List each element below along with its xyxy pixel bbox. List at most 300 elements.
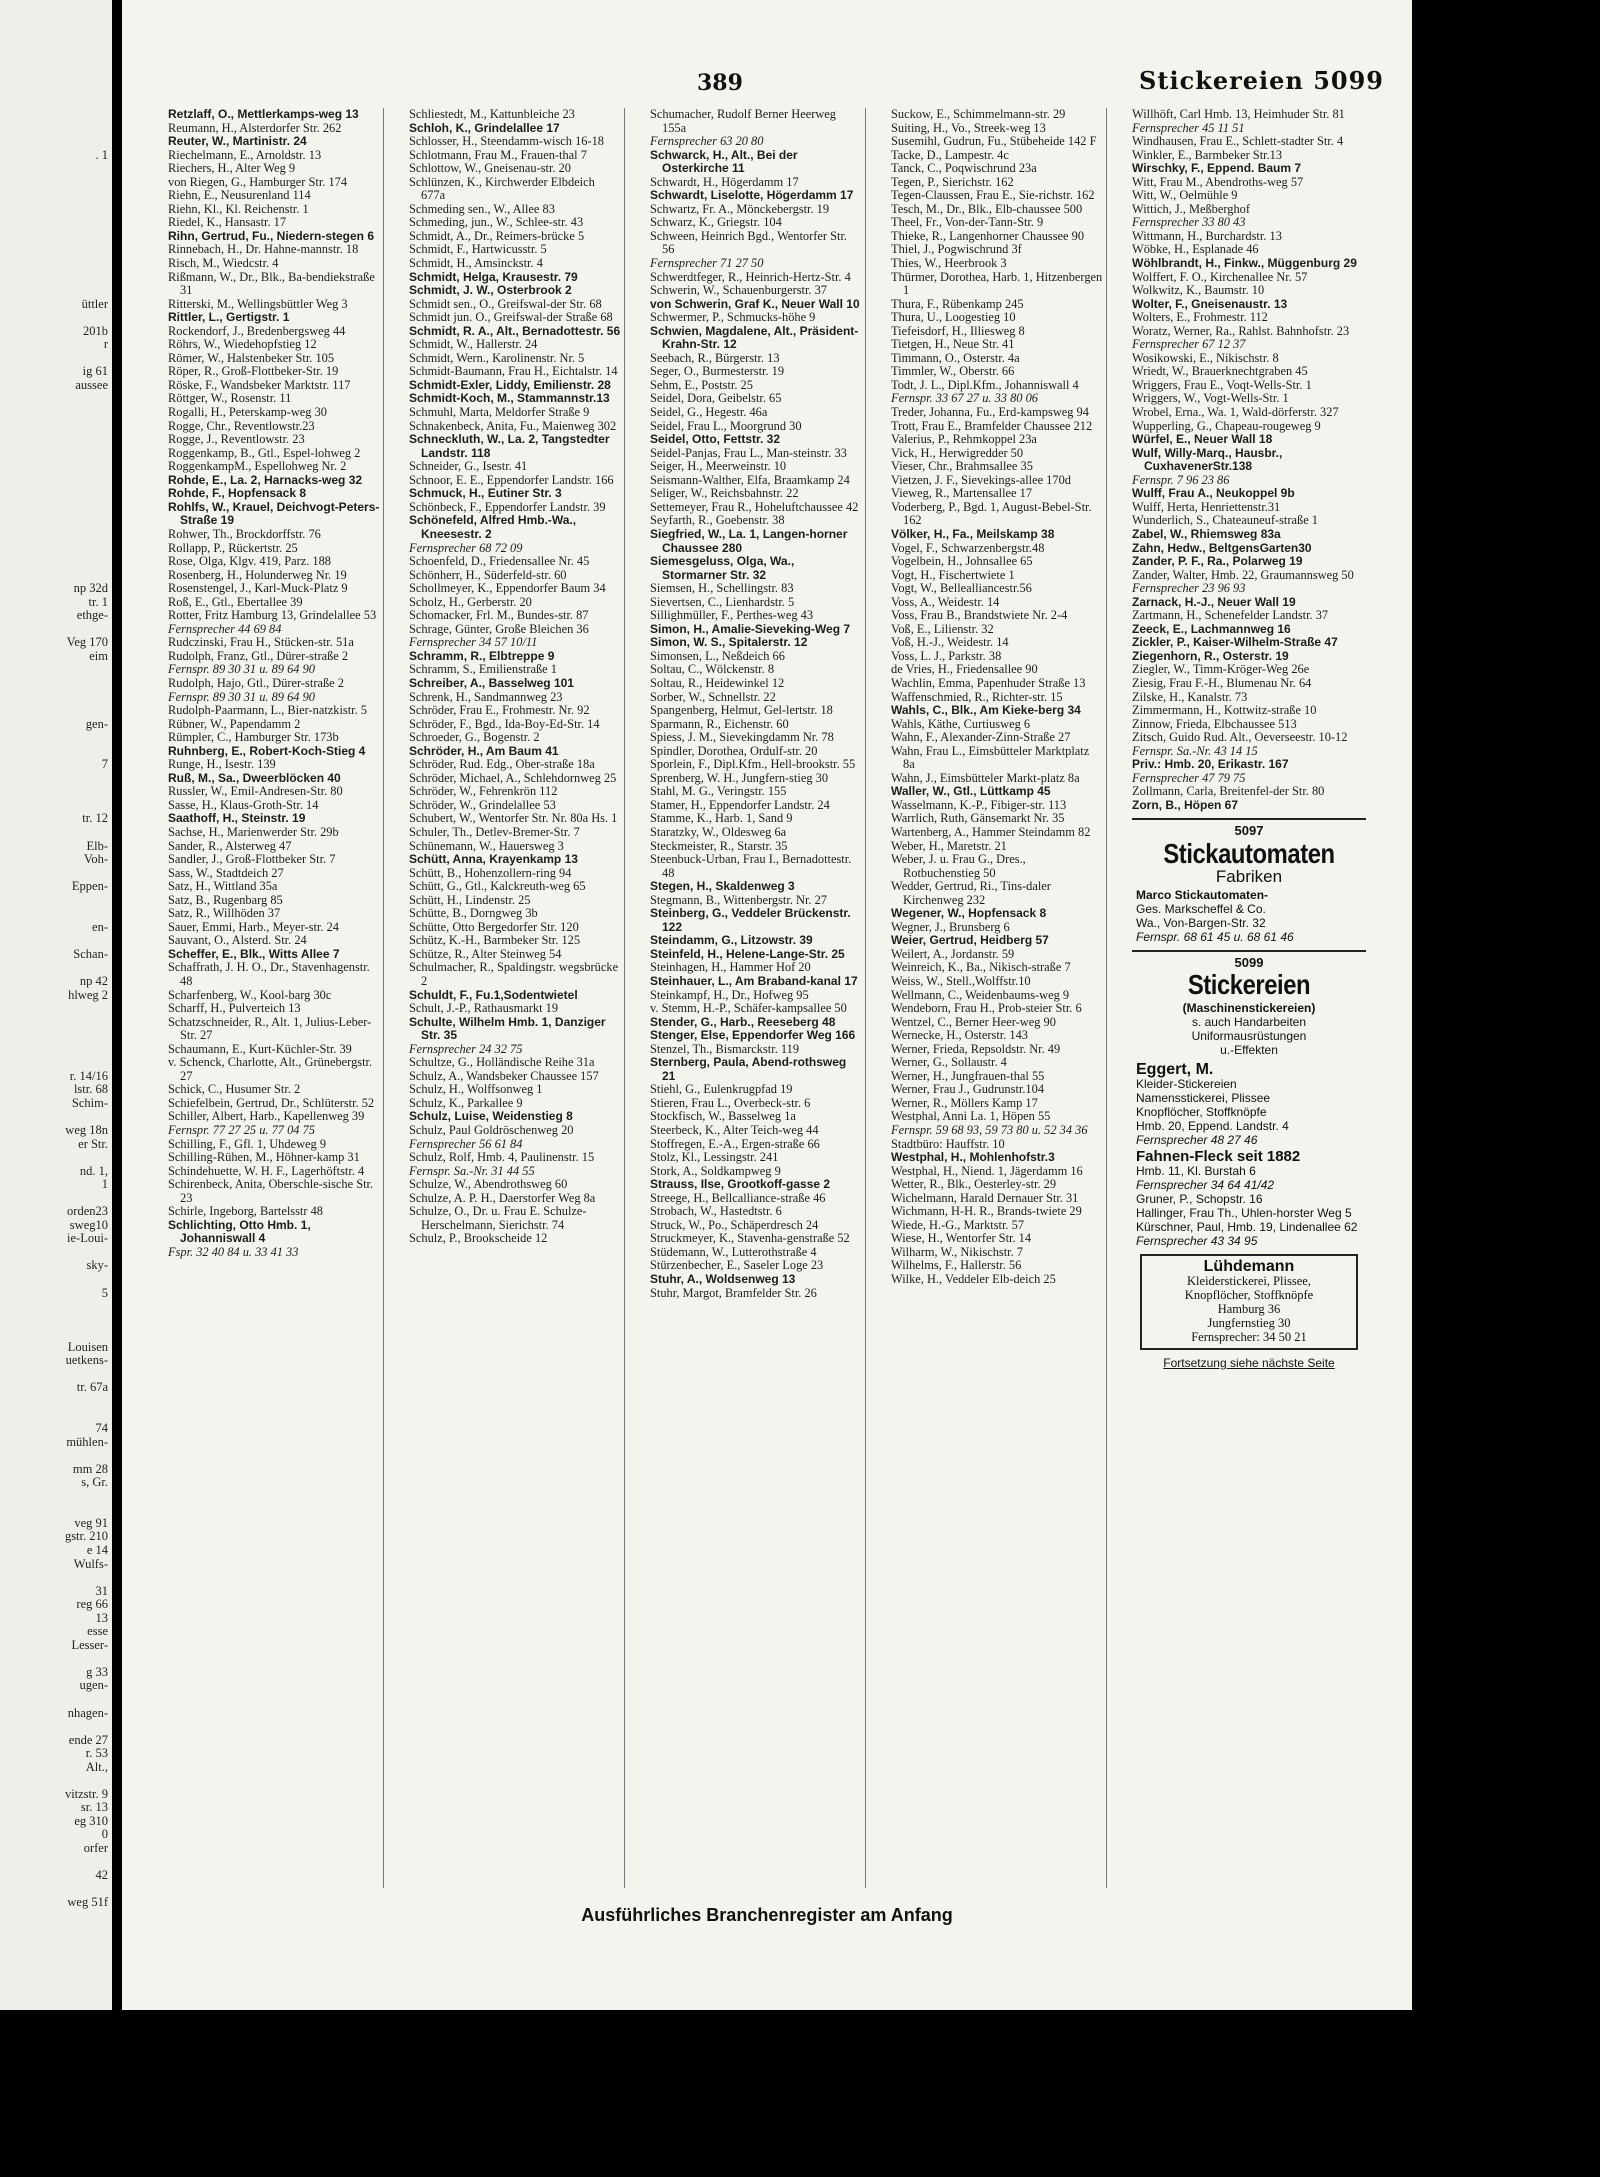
directory-entry: Tegen, P., Sierichstr. 162 (891, 174, 1014, 189)
directory-entry: Witt, Frau M., Abendroths-weg 57 (1132, 174, 1304, 189)
prev-page-fragment (0, 555, 112, 569)
directory-entry: Schomacker, Frl. M., Bundes-str. 87 (409, 608, 589, 623)
phone-line: Fernspr. Sa.-Nr. 31 44 55 (409, 1163, 535, 1178)
directory-entry: Wiese, H., Wentorfer Str. 14 (891, 1231, 1032, 1246)
directory-entry: Schulz, P., Brookscheide 12 (409, 1231, 548, 1246)
prev-page-fragment (0, 677, 112, 691)
directory-entry: Schmidt, J. W., Osterbrook 2 (409, 283, 572, 298)
page-footer: Ausführliches Branchenregister am Anfang (581, 1905, 953, 1925)
phone-line: Fspr. 32 40 84 u. 33 41 33 (168, 1244, 299, 1259)
phone-line: Fernspr. 33 67 27 u. 33 80 06 (891, 391, 1038, 406)
prev-page-fragment: g 33 (86, 1665, 108, 1679)
directory-entry: Westphal, Anni La. 1, Höpen 55 (891, 1109, 1051, 1124)
directory-entry: Zabel, W., Rhiemsweg 83a (1132, 526, 1281, 541)
directory-entry: Schmidt sen., O., Greifswal-der Str. 68 (409, 296, 602, 311)
directory-entry: Zorn, B., Höpen 67 (1132, 797, 1239, 812)
phone-line: Fernsprecher 63 20 80 (650, 134, 764, 149)
directory-entry: Seidel, Otto, Fettstr. 32 (650, 432, 781, 447)
prev-page-fragment: Voh- (83, 853, 108, 867)
prev-page-fragment: er Str. (78, 1137, 108, 1151)
prev-page-fragment: sky- (86, 1259, 108, 1273)
directory-entry: Schuler, Th., Detlev-Bremer-Str. 7 (409, 824, 580, 839)
directory-entry: Simon, W. S., Spitalerstr. 12 (650, 635, 808, 650)
directory-entry: Schmidt, R. A., Alt., Bernadottestr. 56 (409, 323, 621, 338)
directory-entry: Thiel, J., Pogwischrund 3f (891, 242, 1022, 257)
directory-entry: Siemesgeluss, Olga, Wa., Stormarner Str. 32 (650, 554, 795, 582)
directory-entry: Stamer, H., Eppendorfer Landstr. 24 (650, 797, 830, 812)
prev-page-fragment: 42 (95, 1869, 108, 1883)
directory-entry: Stork, A., Soldkampweg 9 (650, 1163, 781, 1178)
directory-entry: Thürmer, Dorothea, Harb. 1, Hitzenbergen 1 (891, 269, 1103, 298)
directory-entry: Satz, B., Rugenbarg 85 (168, 892, 283, 907)
directory-entry: Streege, H., Bellcalliance-straße 46 (650, 1190, 826, 1205)
directory-entry: Tanck, C., Poqwischrund 23a (891, 161, 1037, 176)
directory-entry: Timmann, O., Osterstr. 4a (891, 350, 1020, 365)
directory-entry: Steinhauer, L., Am Braband-kanal 17 (650, 974, 858, 988)
directory-entry: Schnakenbeck, Anita, Fu., Maienweg 302 (409, 418, 617, 433)
directory-entry: Risch, M., Wiedcstr. 4 (168, 256, 279, 271)
prev-page-fragment (0, 934, 112, 948)
directory-entry: Schubert, W., Wentorfer Str. Nr. 80a Hs. 1 (409, 811, 618, 826)
directory-entry: Schwardt, Liselotte, Högerdamm 17 (650, 188, 854, 203)
directory-entry: Rinnebach, H., Dr. Hahne-mannstr. 18 (168, 242, 359, 257)
phone-line: Fernsprecher 71 27 50 (650, 256, 764, 271)
directory-entry: Siegfried, W., La. 1, Langen-horner Chaussee 280 (650, 526, 848, 555)
directory-entry: Stegen, H., Skaldenweg 3 (650, 879, 795, 894)
directory-entry: Winkler, E., Barmbeker Str.13 (1132, 147, 1283, 162)
directory-entry: Schiller, Albert, Harb., Kapellenweg 39 (168, 1109, 365, 1124)
prev-page-fragment: 13 (95, 1611, 108, 1625)
directory-entry: Schönherr, H., Süderfeld-str. 60 (409, 567, 567, 582)
prev-page-fragment: Schan- (73, 947, 108, 961)
prev-page-fragment: tr. 67a (76, 1381, 108, 1395)
directory-entry: Rohde, F., Hopfensack 8 (168, 486, 307, 501)
prev-page-fragment: ende 27 (68, 1733, 108, 1747)
phone-line: Fernsprecher 24 32 75 (409, 1041, 523, 1056)
prev-page-fragment (0, 1720, 112, 1734)
prev-page-fragment: vitzstr. 9 (64, 1787, 108, 1801)
directory-entry: Schwarz, K., Griegstr. 104 (650, 215, 782, 230)
directory-entry: Rudolph-Paarmann, L., Bier-natzkistr. 5 (168, 703, 367, 718)
directory-entry: Spangenberg, Helmut, Gel-lertstr. 18 (650, 703, 833, 718)
directory-entry: Reuter, W., Martinistr. 24 (168, 134, 307, 149)
directory-entry: Wilke, H., Veddeler Elb-deich 25 (891, 1272, 1056, 1287)
directory-entry: Sievertsen, C., Lienhardstr. 5 (650, 594, 795, 609)
directory-entry: Schmidt, W., Hallerstr. 24 (409, 337, 538, 352)
prev-page-fragment (0, 623, 112, 637)
prev-page-fragment (0, 907, 112, 921)
directory-entry: Steinberg, G., Veddeler Brückenstr. 122 (650, 906, 851, 934)
directory-entry: Willhöft, Carl Hmb. 13, Heimhuder Str. 81 (1132, 108, 1345, 121)
directory-entry: Rogge, J., Reventlowstr. 23 (168, 432, 305, 447)
prev-page-fragment (0, 961, 112, 975)
directory-entry: Schütt, Anna, Krayenkamp 13 (409, 852, 578, 867)
prev-page-fragment (0, 1192, 112, 1206)
entry-phone: Fernsprecher 48 27 46 (1136, 1133, 1258, 1148)
directory-entry: Steenbuck-Urban, Frau I., Bernadottestr. 48 (650, 852, 852, 880)
section-number: 5097 (1234, 823, 1264, 839)
phone-line: Fernspr. 89 30 31 u. 89 64 90 (168, 662, 315, 677)
directory-entry: von Riegen, G., Hamburger Str. 174 (168, 174, 348, 189)
directory-entry: Schütt, H., Lindenstr. 25 (409, 892, 531, 907)
directory-entry: Sorber, W., Schnellstr. 22 (650, 689, 776, 704)
prev-page-fragment: Wulfs- (73, 1557, 108, 1571)
directory-entry: Ziegenhorn, R., Osterstr. 19 (1132, 648, 1289, 663)
directory-entry: Seidel-Panjas, Frau L., Man-steinstr. 33 (650, 445, 847, 460)
directory-entry: Woratz, Werner, Ra., Rahlst. Bahnhofstr. 23 (1132, 323, 1350, 338)
directory-entry: Sternberg, Paula, Abend-rothsweg 21 (650, 1055, 847, 1083)
directory-entry: Schramm, S., Emilienstraße 1 (409, 662, 557, 677)
prev-page-fragment (0, 433, 112, 447)
directory-entry: Schneider, G., Isestr. 41 (409, 459, 528, 474)
directory-entry: Schreiber, A., Basselweg 101 (409, 675, 574, 690)
directory-entry: Seger, O., Burmesterstr. 19 (650, 364, 785, 379)
directory-entry: Reumann, H., Alsterdorfer Str. 262 (168, 120, 342, 135)
entry-phone: Fernspr. 68 61 45 u. 68 61 46 (1136, 929, 1294, 944)
running-title: Stickereien 5099 (1139, 66, 1384, 95)
directory-entry: Seliger, W., Reichsbahnstr. 22 (650, 486, 799, 501)
phone-line: Fernsprecher 68 72 09 (409, 540, 523, 555)
directory-entry: Schmidt, Helga, Krausestr. 79 (409, 269, 578, 284)
prev-page-fragment (0, 1409, 112, 1423)
directory-entry: Runge, H., Isestr. 139 (168, 757, 276, 772)
directory-entry: Rogge, Chr., Reventlowstr.23 (168, 418, 315, 433)
prev-page-fragment (0, 447, 112, 461)
directory-entry: Schlichting, Otto Hmb. 1, Johanniswall 4 (168, 1217, 311, 1246)
directory-entry: Schröder, F., Bgd., Ida-Boy-Ed-Str. 14 (409, 716, 600, 731)
prev-page-fragment (0, 1056, 112, 1070)
directory-entry: Wilhelms, F., Hallerstr. 56 (891, 1258, 1022, 1273)
column-2 (405, 108, 625, 1888)
ad-line: Jungfernstieg 30 (1207, 1316, 1291, 1331)
directory-entry: Wriedt, W., Brauerknechtgraben 45 (1132, 364, 1308, 379)
prev-page-fragment (0, 352, 112, 366)
directory-entry: Röske, F., Wandsbeker Marktstr. 117 (168, 377, 351, 392)
directory-entry: Zitsch, Guido Rud. Alt., Oeverseestr. 10-12 (1132, 730, 1348, 745)
directory-entry: Wedder, Gertrud, Ri., Tins-daler Kirchenweg 232 (891, 879, 1051, 907)
directory-entry: Schwardt, H., Högerdamm 17 (650, 174, 799, 189)
directory-entry: Seidel, Frau L., Moorgrund 30 (650, 418, 802, 433)
prev-page-fragment: r. 14/16 (69, 1069, 108, 1083)
entry-line: Kleider-Stickereien (1136, 1077, 1237, 1092)
directory-entry: Spindler, Dorothea, Ordulf-str. 20 (650, 743, 818, 758)
directory-entry: Schmidt, F., Hartwicusstr. 5 (409, 242, 547, 257)
directory-entry: Timmler, W., Oberstr. 66 (891, 364, 1015, 379)
directory-entry: Röper, R., Groß-Flottbeker-Str. 19 (168, 364, 339, 379)
prev-page-fragment (0, 1503, 112, 1517)
previous-page-edge (0, 0, 112, 2010)
directory-entry: Wernecke, H., Osterstr. 143 (891, 1028, 1028, 1043)
prev-page-fragment: eim (89, 649, 108, 663)
directory-entry: Sillighmüller, F., Perthes-weg 43 (650, 608, 814, 623)
directory-entry: Tiefeisdorf, H., Illiesweg 8 (891, 323, 1025, 338)
directory-entry: Schulz, K., Parkallee 9 (409, 1095, 523, 1110)
directory-entry: Schlotmann, Frau M., Frauen-thal 7 (409, 147, 587, 162)
prev-page-fragment: sr. 13 (80, 1801, 108, 1815)
prev-page-fragment (0, 271, 112, 285)
phone-line: Fernspr. 7 96 23 86 (1132, 472, 1230, 487)
directory-entry: Rittler, L., Gertigstr. 1 (168, 310, 290, 325)
directory-entry: de Vries, H., Friedensallee 90 (891, 662, 1038, 677)
directory-entry: Soltau, R., Heidewinkel 12 (650, 675, 785, 690)
directory-entry: Schütte, B., Dorngweg 3b (409, 906, 538, 921)
directory-entry: Rotter, Fritz Hamburg 13, Grindelallee 53 (168, 608, 377, 623)
prev-page-fragment (0, 745, 112, 759)
prev-page-fragment: mühlen- (66, 1435, 108, 1449)
prev-page-fragment (0, 894, 112, 908)
directory-entry: Weber, J. u. Frau G., Dres., Rotbuchenstieg 50 (891, 852, 1026, 880)
prev-page-fragment (0, 189, 112, 203)
directory-entry: Schulz, A., Wandsbeker Chaussee 157 (409, 1068, 599, 1083)
directory-entry: Schult, J.-P., Rathausmarkt 19 (409, 1001, 559, 1016)
directory-entry: Staratzky, W., Oldesweg 6a (650, 824, 787, 839)
prev-page-fragment: ie-Loui- (67, 1232, 108, 1246)
directory-entry: Zartmann, H., Schenefelder Landstr. 37 (1132, 608, 1329, 623)
section-5099 (1132, 950, 1366, 1371)
directory-entry: Stuhr, A., Woldsenweg 13 (650, 1272, 796, 1287)
prev-page-fragment (0, 176, 112, 190)
prev-page-fragment (0, 1395, 112, 1409)
directory-entry: Vogt, H., Fischertwiete 1 (891, 567, 1015, 582)
prev-page-fragment (0, 311, 112, 325)
directory-entry: Wahn, J., Eimsbütteler Markt-platz 8a (891, 770, 1080, 785)
prev-page-fragment: weg 18n (65, 1124, 108, 1138)
prev-page-fragment: sweg10 (69, 1218, 108, 1232)
directory-entry: Werner, R., Möllers Kamp 17 (891, 1095, 1038, 1110)
directory-entry: Warrlich, Ruth, Gänsemarkt Nr. 35 (891, 811, 1065, 826)
directory-entry: Vogt, W., Bellealliancestr.56 (891, 581, 1032, 596)
prev-page-fragment: Lesser- (71, 1638, 108, 1652)
directory-entry: Westphal, H., Niend. 1, Jägerdamm 16 (891, 1163, 1083, 1178)
directory-entry: Struck, W., Po., Schäperdresch 24 (650, 1217, 819, 1232)
directory-entry: Wolkwitz, K., Baumstr. 10 (1132, 283, 1265, 298)
directory-entry: Stadtbüro: Hauffstr. 10 (891, 1136, 1005, 1151)
directory-entry: Voss, A., Weidestr. 14 (891, 594, 1000, 609)
directory-entry: Struckmeyer, K., Stavenha-genstraße 52 (650, 1231, 850, 1246)
prev-page-fragment: 74 (95, 1422, 108, 1436)
directory-entry: Stolz, Kl., Lessingstr. 241 (650, 1150, 779, 1165)
directory-entry: Schmidt jun. O., Greifswal-der Straße 68 (409, 310, 613, 325)
directory-entry: Settemeyer, Frau R., Hoheluftchaussee 42 (650, 499, 859, 514)
prev-page-fragment: nhagen- (67, 1706, 108, 1720)
see-also: Uniformausrüstungen (1191, 1029, 1307, 1044)
directory-entry: Seiger, H., Meerweinstr. 10 (650, 459, 787, 474)
directory-entry: Rißmann, W., Dr., Blk., Ba-bendiekstraße 31 (168, 269, 375, 298)
prev-page-fragment: np 32d (73, 582, 108, 596)
directory-entry: Rudczinski, Frau H., Stücken-str. 51a (168, 635, 354, 650)
prev-page-fragment: reg 66 (76, 1598, 108, 1612)
directory-entry: Röttger, W., Rosenstr. 11 (168, 391, 292, 406)
directory-entry: Schick, C., Husumer Str. 2 (168, 1082, 301, 1097)
prev-page-fragment (0, 122, 112, 136)
prev-page-fragment: orden23 (67, 1205, 108, 1219)
directory-entry: Zahn, Hedw., BeltgensGarten30 (1132, 540, 1312, 555)
directory-entry: Stuhr, Margot, Bramfelder Str. 26 (650, 1285, 817, 1300)
prev-page-fragment: 0 (101, 1828, 108, 1842)
prev-page-fragment (0, 1029, 112, 1043)
prev-page-fragment (0, 542, 112, 556)
prev-page-fragment (0, 1571, 112, 1585)
directory-entry: Schlosser, H., Steendamm-wisch 16-18 (409, 134, 604, 149)
directory-entry: Wirschky, F., Eppend. Baum 7 (1132, 161, 1302, 176)
directory-entry: Vietzen, J. F., Sievekings-allee 170d (891, 472, 1071, 487)
directory-entry: Schlottow, W., Gneisenau-str. 20 (409, 161, 571, 176)
directory-entry: Vogelbein, H., Johnsallee 65 (891, 554, 1033, 569)
directory-entry: Schollmeyer, K., Eppendorfer Baum 34 (409, 581, 606, 596)
directory-entry: Trott, Frau E., Bramfelder Chaussee 212 (891, 418, 1093, 433)
prev-page-fragment (0, 420, 112, 434)
directory-entry: Suiting, H., Vo., Streek-weg 13 (891, 120, 1046, 135)
entry-line: Gruner, P., Schopstr. 16 (1136, 1192, 1263, 1207)
directory-entry: Schilling, F., Gfl. 1, Uhdeweg 9 (168, 1136, 327, 1151)
entry-name: Fahnen-Fleck seit 1882 (1136, 1148, 1301, 1166)
phone-line: Fernsprecher 34 57 10/11 (409, 635, 538, 650)
prev-page-fragment: np 42 (79, 975, 108, 988)
directory-entry: Wöbke, H., Esplanade 46 (1132, 242, 1259, 257)
directory-entry: Zilske, H., Kanalstr. 73 (1132, 689, 1248, 704)
prev-page-fragment (0, 135, 112, 149)
directory-entry: Stamme, K., Harb. 1, Sand 9 (650, 811, 793, 826)
directory-entry: Schönbeck, F., Eppendorfer Landstr. 39 (409, 499, 606, 514)
phone-line: Fernspr. 89 30 31 u. 89 64 90 (168, 689, 315, 704)
directory-entry: Riehn, E., Neusurenland 114 (168, 188, 311, 203)
prev-page-fragment (0, 230, 112, 244)
prev-page-fragment: aussee (75, 378, 108, 392)
directory-entry: Schneckluth, W., La. 2, Tangstedter Landstr. 118 (409, 432, 610, 460)
directory-entry: Wahls, C., Blk., Am Kieke-berg 34 (891, 703, 1081, 718)
prev-page-fragment (0, 1300, 112, 1314)
directory-entry: Steinfeld, H., Helene-Lange-Str. 25 (650, 946, 845, 961)
directory-entry: Thura, U., Loogestieg 10 (891, 310, 1016, 325)
prev-page-fragment (0, 162, 112, 176)
directory-entry: Sauer, Emmi, Harb., Meyer-str. 24 (168, 919, 339, 934)
directory-entry: Rosenberg, H., Holunderweg Nr. 19 (168, 567, 347, 582)
directory-entry: Schröder, Michael, A., Schlehdornweg 25 (409, 770, 617, 785)
directory-entry: Westphal, H., Mohlenhofstr.3 (891, 1150, 1055, 1165)
phone-line: Fernsprecher 47 79 75 (1132, 770, 1246, 785)
directory-entry: Wichmann, H-H. R., Brands-twiete 29 (891, 1204, 1082, 1219)
directory-entry: Schulz, Luise, Weidenstieg 8 (409, 1109, 573, 1124)
column-3 (646, 108, 866, 1888)
directory-entry: Schatzschneider, R., Alt. 1, Julius-Leber-Str. 27 (168, 1014, 372, 1043)
directory-entry: Sehm, E., Poststr. 25 (650, 377, 753, 392)
directory-entry: Schütt, B., Hohenzollern-ring 94 (409, 865, 572, 880)
directory-entry: Roß, E., Gtl., Ebertallee 39 (168, 594, 303, 609)
directory-entry: Schumacher, Rudolf Berner Heerweg 155a (650, 108, 836, 135)
directory-entry: Thieke, R., Langenhorner Chaussee 90 (891, 228, 1085, 243)
directory-entry: Ruhnberg, E., Robert-Koch-Stieg 4 (168, 743, 366, 758)
section-number: 5099 (1234, 954, 1264, 970)
prev-page-fragment (0, 1449, 112, 1463)
directory-entry: Weber, H., Maretstr. 21 (891, 838, 1007, 853)
prev-page-fragment: üttler (81, 297, 108, 311)
directory-entry: Schliestedt, M., Kattunbleiche 23 (409, 108, 575, 121)
directory-entry: Tesch, M., Dr., Blk., Elb-chaussee 500 (891, 201, 1083, 216)
directory-entry: Steinhagen, H., Hammer Hof 20 (650, 960, 811, 975)
directory-entry: Vick, H., Herwigredder 50 (891, 445, 1024, 460)
directory-entry: Stegmann, B., Wittenbergstr. Nr. 27 (650, 892, 827, 907)
directory-entry: Steckmeister, R., Starstr. 35 (650, 838, 788, 853)
directory-entry: Weiss, W., Stell.,Wolffstr.10 (891, 974, 1031, 988)
directory-entry: Wosikowski, E., Nikischstr. 8 (1132, 350, 1279, 365)
directory-entry: Zander, P. F., Ra., Polarweg 19 (1132, 554, 1303, 569)
prev-page-fragment (0, 243, 112, 257)
directory-entry: Sauvant, O., Alsterd. Str. 24 (168, 933, 307, 948)
directory-entry: Schünemann, W., Hauersweg 3 (409, 838, 564, 853)
directory-entry: Schoenfeld, D., Friedensallee Nr. 45 (409, 554, 590, 569)
directory-entry: Zimmermann, H., Kottwitz-straße 10 (1132, 703, 1317, 718)
phone-line: Fernsprecher 33 80 43 (1132, 215, 1246, 230)
directory-entry: Stürzenbecher, E., Saseler Loge 23 (650, 1258, 824, 1273)
directory-entry: Werner, Frieda, Repsoldstr. Nr. 49 (891, 1041, 1061, 1056)
phone-line: Fernspr. Sa.-Nr. 43 14 15 (1132, 743, 1258, 758)
directory-entry: Schmidt-Koch, M., Stammannstr.13 (409, 391, 610, 406)
prev-page-fragment: eg 310 (74, 1814, 108, 1828)
prev-page-fragment: Eppen- (71, 880, 108, 894)
directory-entry: Wellmann, C., Weidenbaums-weg 9 (891, 987, 1070, 1002)
directory-entry: Satz, H., Wittland 35a (168, 879, 278, 894)
directory-entry: Schulz, Paul Goldröschenweg 20 (409, 1123, 574, 1138)
directory-entry: Wahn, F., Alexander-Zinn-Straße 27 (891, 730, 1071, 745)
directory-entry: Wupperling, G., Chapeau-rougeweg 9 (1132, 418, 1321, 433)
directory-entry: Schröder, Frau E., Frohmestr. Nr. 92 (409, 703, 590, 718)
directory-entry: Schwien, Magdalene, Alt., Präsident-Krahn-Str. 12 (650, 323, 859, 352)
directory-entry: Schütte, Otto Bergedorfer Str. 120 (409, 919, 579, 934)
directory-entry: Voderberg, P., Bgd. 1, August-Bebel-Str. 162 (891, 499, 1092, 528)
directory-entry: Schröder, Rud. Edg., Ober-straße 18a (409, 757, 595, 772)
directory-entry: Schmuck, H., Eutiner Str. 3 (409, 486, 562, 501)
directory-entry: Witt, W., Oelmühle 9 (1132, 188, 1238, 203)
luehdemann-ad (1140, 1254, 1358, 1350)
entry-line: Hallinger, Frau Th., Uhlen-horster Weg 5 (1136, 1206, 1352, 1221)
directory-entry: Schwerdtfeger, R., Heinrich-Hertz-Str. 4 (650, 269, 851, 284)
continuation-note: Fortsetzung siehe nächste Seite (1163, 1356, 1335, 1371)
directory-entry: Tegen-Claussen, Frau E., Sie-richstr. 162 (891, 188, 1095, 203)
prev-page-fragment (0, 1246, 112, 1260)
directory-entry: Riechelmann, E., Arnoldstr. 13 (168, 147, 322, 162)
entry-line: Wa., Von-Bargen-Str. 32 (1136, 915, 1266, 930)
directory-entry: Scholz, H., Gerberstr. 20 (409, 594, 532, 609)
directory-entry: Stoffregen, E.-A., Ergen-straße 66 (650, 1136, 820, 1151)
directory-entry: Steinkampf, H., Dr., Hofweg 95 (650, 987, 809, 1002)
phone-line: Fernsprecher 23 96 93 (1132, 581, 1246, 596)
prev-page-fragment: ethge- (76, 609, 108, 623)
prev-page-fragment (0, 1652, 112, 1666)
directory-entry: Seyfarth, R., Goebenstr. 38 (650, 513, 785, 528)
directory-entry: Rohlfs, W., Krauel, Deichvogt-Peters-Straße 19 (168, 499, 380, 528)
prev-page-fragment (0, 731, 112, 745)
directory-entry: Wichelmann, Harald Dernauer Str. 31 (891, 1190, 1079, 1205)
prev-page-fragment: 31 (95, 1584, 108, 1598)
directory-entry: Thura, F., Rübenkamp 245 (891, 296, 1024, 311)
directory-entry: Römer, W., Halstenbeker Str. 105 (168, 350, 335, 365)
prev-page-fragment (0, 1016, 112, 1030)
prev-page-fragment (0, 1273, 112, 1287)
directory-entry: Wiede, H.-G., Marktstr. 57 (891, 1217, 1025, 1232)
section-subtitle: (Maschinenstickereien) (1182, 1001, 1316, 1016)
directory-entry: Vieser, Chr., Brahmsallee 35 (891, 459, 1033, 474)
directory-entry: Zollmann, Carla, Breitenfel-der Str. 80 (1132, 784, 1325, 799)
directory-entry: Siemsen, H., Schellingstr. 83 (650, 581, 794, 596)
directory-entry: Werner, H., Jungfrauen-thal 55 (891, 1068, 1045, 1083)
directory-entry: Voß, H.-J., Weidestr. 14 (891, 635, 1009, 650)
directory-entry: Valerius, P., Rehmkoppel 23a (891, 432, 1037, 447)
directory-entry: Würfel, E., Neuer Wall 18 (1132, 432, 1273, 447)
prev-page-fragment: gen- (85, 717, 108, 731)
directory-entry: Wittmann, H., Burchardstr. 13 (1132, 228, 1282, 243)
directory-entry: Weinreich, K., Ba., Nikisch-straße 7 (891, 960, 1071, 975)
directory-entry: Wendeborn, Frau H., Prob-steier Str. 6 (891, 1001, 1082, 1016)
